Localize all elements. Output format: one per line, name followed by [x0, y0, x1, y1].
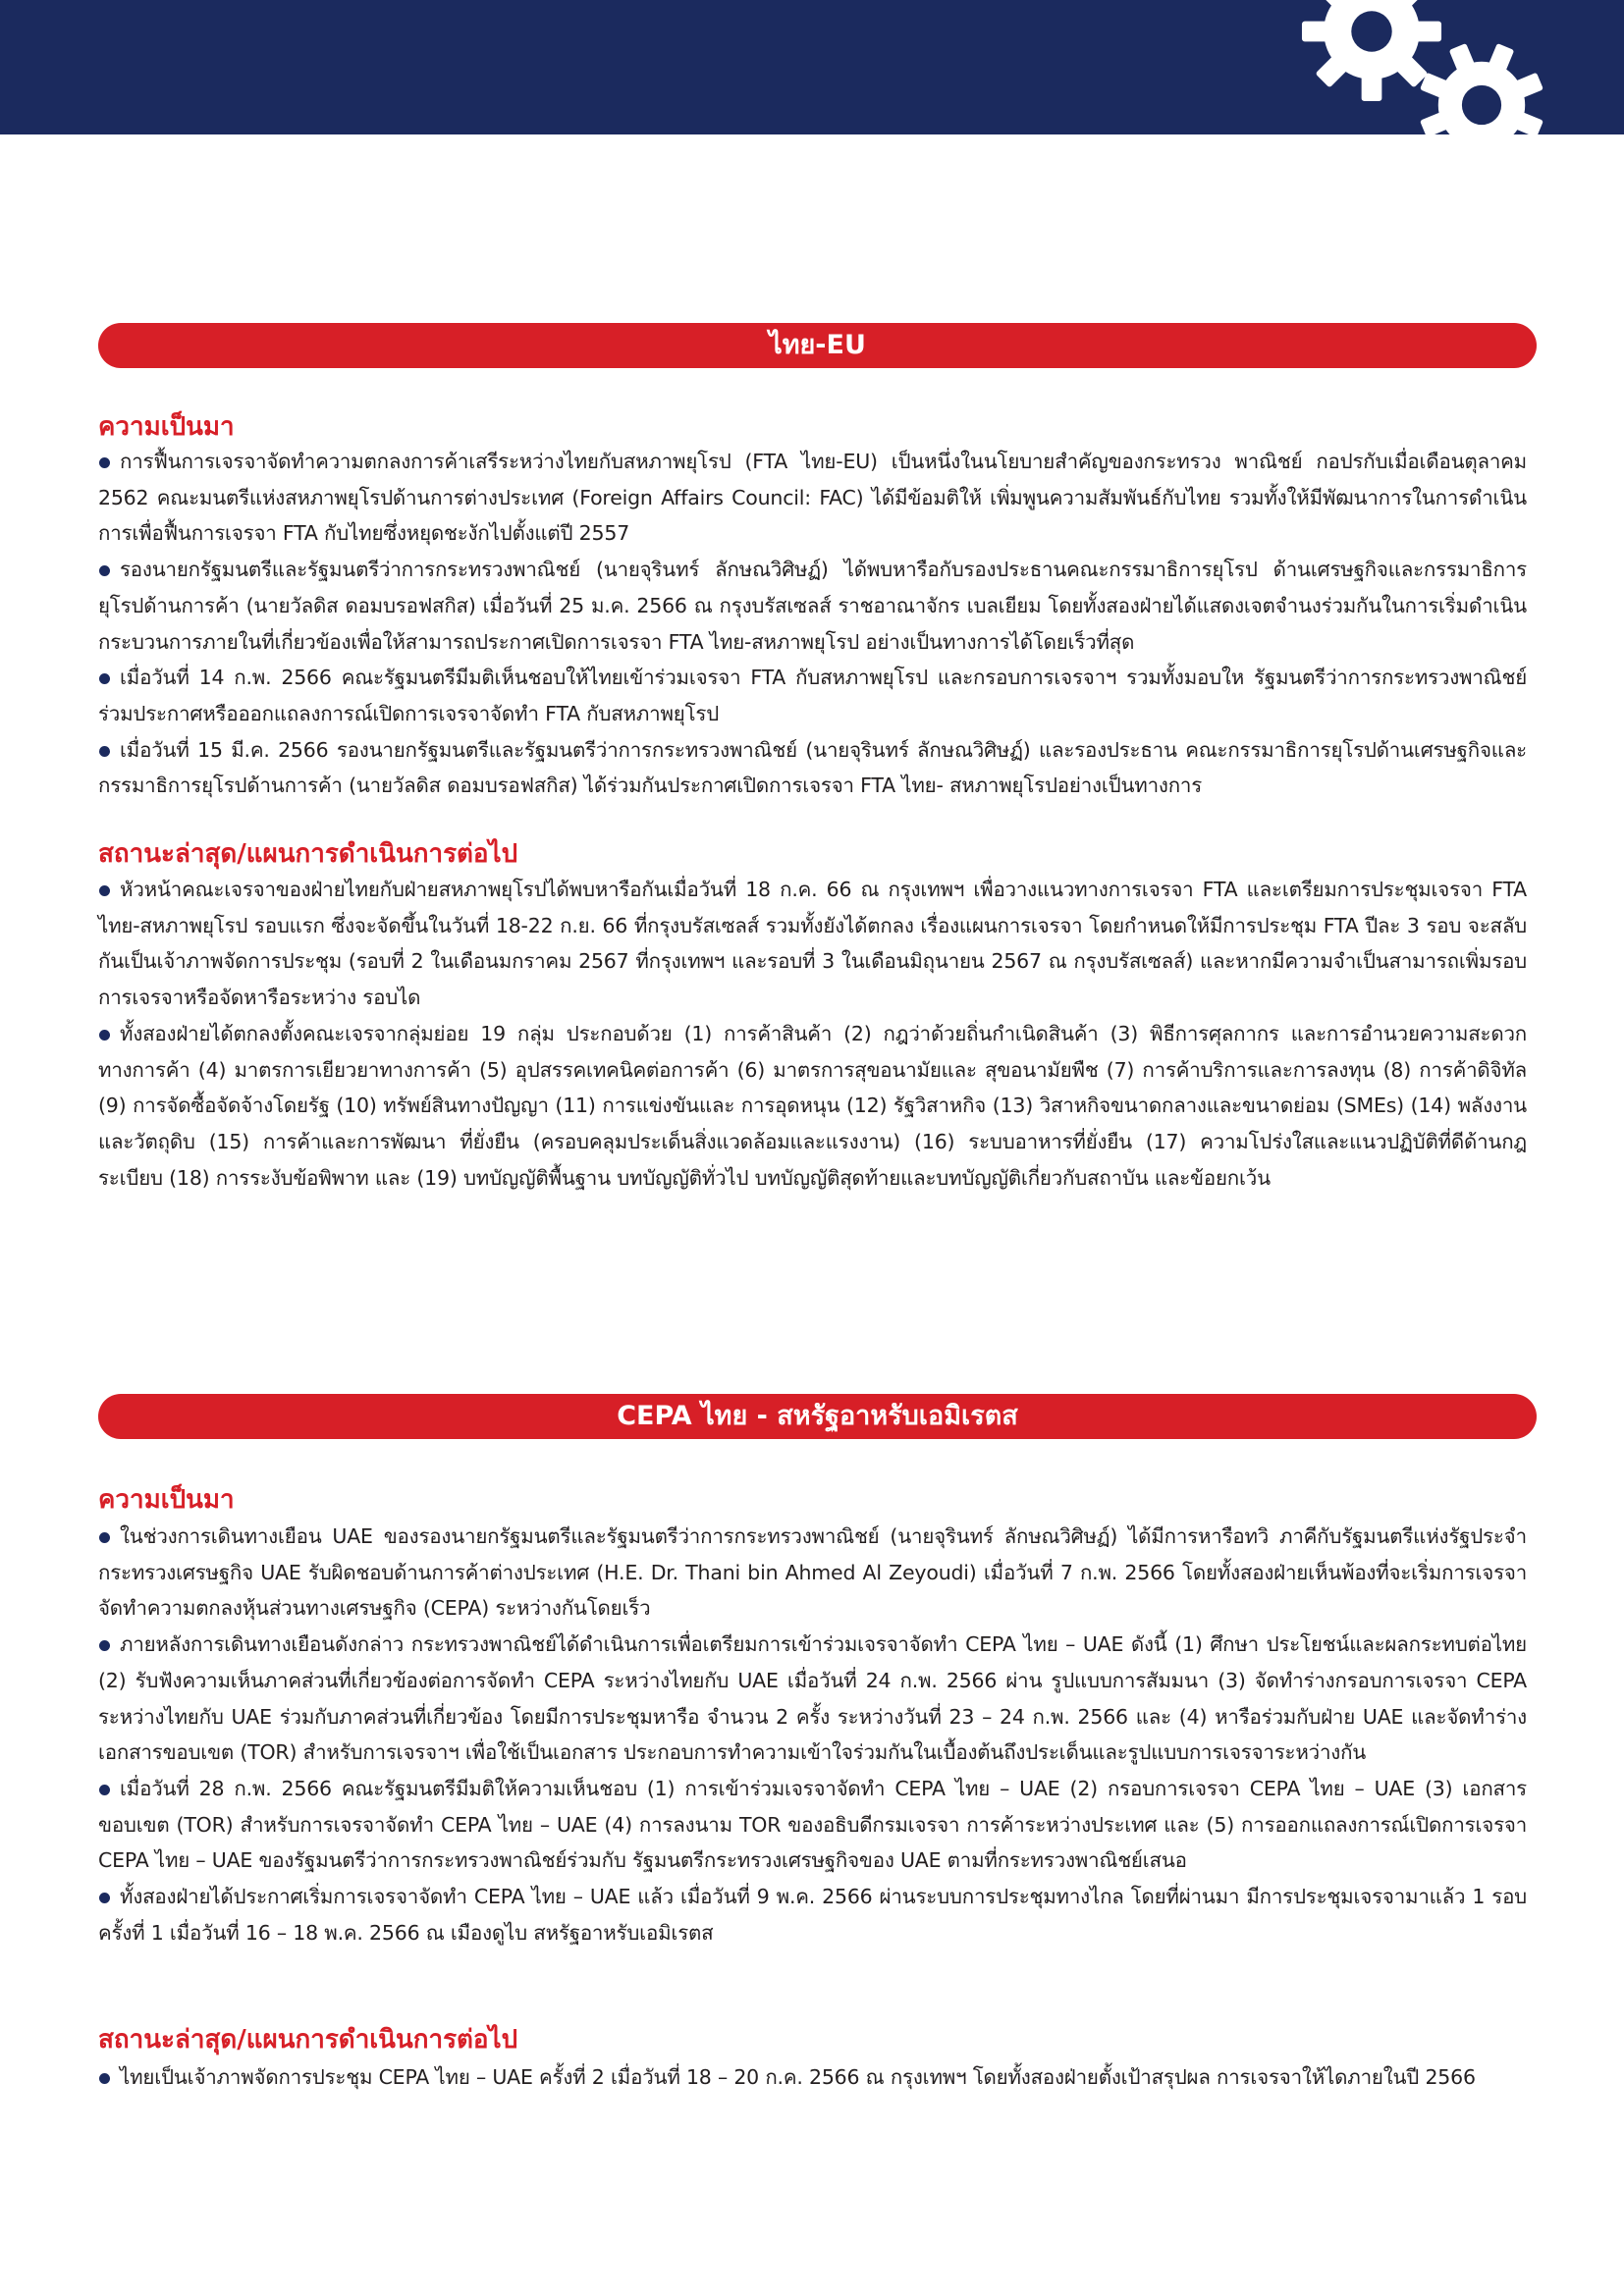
status-heading: สถานะล่าสุด/แผนการดำเนินการต่อไป	[98, 839, 518, 869]
bullet-dot	[99, 1030, 110, 1041]
header-bar	[0, 0, 1624, 134]
bullet-dot	[99, 565, 110, 576]
list-item: หัวหน้าคณะเจรจาของฝ่ายไทยกับฝ่ายสหภาพยุโรปได้พบหารือกันเมื่อวันที่ 18 ก.ค. 66 ณ กรุงเทพฯ เพื่อวางแนวทางการเจรจา FTA และเตรียมการประชุมเจรจา FTA ไทย-สหภาพยุโรป รอบแรก ซึ่งจะจัดขึ้นในวันที่ 18-22 ก.ย. 66 ที่กรุงบรัสเซลส์ รวมทั้งยังได้ตกลง เรื่องแผนการเจรจา โดยกำหนดให้มีการประชุม FTA ปีละ 3 รอบ จะสลับกันเป็นเจ้าภาพจัดการประชุม (รอบที่ 2 ในเดือนมกราคม 2567 ที่กรุงเทพฯ และรอบที่ 3 ในเดือนมิถุนายน 2567 ณ กรุงบรัสเซลส์) และหากมีความจำเป็นสามารถเพิ่มรอบการเจรจาหรือจัดหารือระหว่าง รอบได	[98, 878, 1527, 1010]
background-list	[98, 1519, 1527, 1950]
section-title-cepa: CEPA ไทย - สหรัฐอาหรับเอมิเรตส	[98, 1394, 1537, 1439]
list-item: ภายหลังการเดินทางเยือนดังกล่าว กระทรวงพาณิชย์ได้ดำเนินการเพื่อเตรียมการเข้าร่วมเจรจาจัดทำ CEPA ไทย – UAE ดังนี้ (1) ศึกษา ประโยชน์และผลกระทบต่อไทย (2) รับฟังความเห็นภาคส่วนที่เกี่ยวข้องต่อการจัดทำ CEPA ระหว่างไทยกับ UAE เมื่อวันที่ 24 ก.พ. 2566 ผ่าน รูปแบบการสัมมนา (3) จัดทำร่างกรอบการเจรจา CEPA ระหว่างไทยกับ UAE ร่วมกับภาคส่วนที่เกี่ยวข้อง โดยมีการประชุมหารือ จำนวน 2 ครั้ง ระหว่างวันที่ 23 – 24 ก.พ. 2566 และ (4) หารือร่วมกับฝ่าย UAE และจัดทำร่างเอกสารขอบเขต (TOR) สำหรับการเจรจาฯ เพื่อใช้เป็นเอกสาร ประกอบการทำความเข้าใจร่วมกันในเบื้องต้นถึงประเด็นและรูปแบบการเจรจาระหว่างกัน	[98, 1632, 1527, 1765]
list-item: เมื่อวันที่ 28 ก.พ. 2566 คณะรัฐมนตรีมีมติให้ความเห็นชอบ (1) การเข้าร่วมเจรจาจัดทำ CEPA ไทย – UAE (2) กรอบการเจรจา CEPA ไทย – UAE (3) เอกสารขอบเขต (TOR) สำหรับการเจรจาจัดทำ CEPA ไทย – UAE (4) การลงนาม TOR ของอธิบดีกรมเจรจา การค้าระหว่างประเทศ และ (5) การออกแถลงการณ์เปิดการเจรจา CEPA ไทย – UAE ของรัฐมนตรีว่าการกระทรวงพาณิชย์ร่วมกับ รัฐมนตรีกระทรวงเศรษฐกิจของ UAE ตามที่กระทรวงพาณิชย์เสนอ	[98, 1776, 1527, 1873]
bullet-dot	[99, 1893, 110, 1903]
status-list	[98, 2059, 1527, 2096]
background-heading: ความเป็นมา	[98, 1485, 235, 1515]
bullet-dot	[99, 2073, 110, 2084]
status-heading: สถานะล่าสุด/แผนการดำเนินการต่อไป	[98, 2025, 518, 2055]
bullet-dot	[99, 1785, 110, 1795]
list-item: เมื่อวันที่ 15 มี.ค. 2566 รองนายกรัฐมนตรีและรัฐมนตรีว่าการกระทรวงพาณิชย์ (นายจุรินทร์ ลักษณวิศิษฏ์) และรองประธาน คณะกรรมาธิการยุโรปด้านเศรษฐกิจและกรรมาธิการยุโรปด้านการค้า (นายวัลดิส ดอมบรอฟสกิส) ได้ร่วมกันประกาศเปิดการเจรจา FTA ไทย- สหภาพยุโรปอย่างเป็นทางการ	[98, 737, 1527, 798]
status-list	[98, 872, 1527, 1196]
list-item: ทั้งสองฝ่ายได้ตกลงตั้งคณะเจรจากลุ่มย่อย 19 กลุ่ม ประกอบด้วย (1) การค้าสินค้า (2) กฎว่าด้วยถิ่นกำเนิดสินค้า (3) พิธีการศุลกากร และการอำนวยความสะดวกทางการค้า (4) มาตรการเยียวยาทางการค้า (5) อุปสรรคเทคนิคต่อการค้า (6) มาตรการสุขอนามัยและ สุขอนามัยพืช (7) การค้าบริการและการลงทุน (8) การค้าดิจิทัล (9) การจัดซื้อจัดจ้างโดยรัฐ (10) ทรัพย์สินทางปัญญา (11) การแข่งขันและ การอุดหนุน (12) รัฐวิสาหกิจ (13) วิสาหกิจขนาดกลางและขนาดย่อม (SMEs) (14) พลังงานและวัตถุดิบ (15) การค้าและการพัฒนา ที่ยั่งยืน (ครอบคลุมประเด็นสิ่งแวดล้อมและแรงงาน) (16) ระบบอาหารที่ยั่งยืน (17) ความโปร่งใสและแนวปฏิบัติที่ดีด้านกฎระเบียบ (18) การระงับข้อพิพาท และ (19) บทบัญญัติพื้นฐาน บทบัญญัติทั่วไป บทบัญญัติสุดท้ายและบทบัญญัติเกี่ยวกับสถาบัน และข้อยกเว้น	[98, 1021, 1527, 1190]
list-item: ในช่วงการเดินทางเยือน UAE ของรองนายกรัฐมนตรีและรัฐมนตรีว่าการกระทรวงพาณิชย์ (นายจุรินทร์ ลักษณวิศิษฏ์) ได้มีการหารือทวิ ภาคีกับรัฐมนตรีแห่งรัฐประจำกระทรวงเศรษฐกิจ UAE รับผิดชอบด้านการค้าต่างประเทศ (H.E. Dr. Thani bin Ahmed Al Zeyoudi) เมื่อวันที่ 7 ก.พ. 2566 โดยทั้งสองฝ่ายเห็นพ้องที่จะเริ่มการเจรจาจัดทำความตกลงหุ้นส่วนทางเศรษฐกิจ (CEPA) ระหว่างกันโดยเร็ว	[98, 1524, 1527, 1621]
background-list	[98, 444, 1527, 804]
bullet-dot	[99, 457, 110, 468]
bullet-dot	[99, 885, 110, 896]
bullet-dot	[99, 746, 110, 757]
list-item: รองนายกรัฐมนตรีและรัฐมนตรีว่าการกระทรวงพาณิชย์ (นายจุรินทร์ ลักษณวิศิษฏ์) ได้พบหารือกับรองประธานคณะกรรมาธิการยุโรป ด้านเศรษฐกิจและกรรมาธิการยุโรปด้านการค้า (นายวัลดิส ดอมบรอฟสกิส) เมื่อวันที่ 25 ม.ค. 2566 ณ กรุงบรัสเซลส์ ราชอาณาจักร เบลเยียม โดยทั้งสองฝ่ายได้แสดงเจตจำนงร่วมกันในการเริ่มดำเนินกระบวนการภายในที่เกี่ยวข้องเพื่อให้สามารถประกาศเปิดการเจรจา FTA ไทย-สหภาพยุโรป อย่างเป็นทางการได้โดยเร็วที่สุด	[98, 558, 1527, 654]
bullet-dot	[99, 1532, 110, 1543]
background-heading: ความเป็นมา	[98, 412, 235, 442]
section-title-thai-eu: ไทย-EU	[98, 323, 1537, 368]
gear-icon	[1416, 39, 1547, 171]
bullet-dot	[99, 673, 110, 684]
bullet-dot	[99, 1640, 110, 1651]
list-item: การฟื้นการเจรจาจัดทำความตกลงการค้าเสรีระหว่างไทยกับสหภาพยุโรป (FTA ไทย-EU) เป็นหนึ่งในนโยบายสำคัญของกระทรวง พาณิชย์ กอปรกับเมื่อเดือนตุลาคม 2562 คณะมนตรีแห่งสหภาพยุโรปด้านการต่างประเทศ (Foreign Affairs Council: FAC) ได้มีข้อมติให้ เพิ่มพูนความสัมพันธ์กับไทย รวมทั้งให้มีพัฒนาการในการดำเนินการเพื่อฟื้นการเจรจา FTA กับไทยซึ่งหยุดชะงักไปตั้งแต่ปี 2557	[98, 450, 1527, 546]
list-item: ทั้งสองฝ่ายได้ประกาศเริ่มการเจรจาจัดทำ CEPA ไทย – UAE แล้ว เมื่อวันที่ 9 พ.ค. 2566 ผ่านระบบการประชุมทางไกล โดยที่ผ่านมา มีการประชุมเจรจามาแล้ว 1 รอบ ครั้งที่ 1 เมื่อวันที่ 16 – 18 พ.ค. 2566 ณ เมืองดูไบ สหรัฐอาหรับเอมิเรตส	[98, 1885, 1527, 1945]
list-item: ไทยเป็นเจ้าภาพจัดการประชุม CEPA ไทย – UAE ครั้งที่ 2 เมื่อวันที่ 18 – 20 ก.ค. 2566 ณ กรุงเทพฯ โดยทั้งสองฝ่ายตั้งเป้าสรุปผล การเจรจาให้ไดภายในปี 2566	[98, 2059, 1527, 2096]
list-item: เมื่อวันที่ 14 ก.พ. 2566 คณะรัฐมนตรีมีมติเห็นชอบให้ไทยเข้าร่วมเจรจา FTA กับสหภาพยุโรป และกรอบการเจรจาฯ รวมทั้งมอบให รัฐมนตรีว่าการกระทรวงพาณิชย์ร่วมประกาศหรือออกแถลงการณ์เปิดการเจรจาจัดทำ FTA กับสหภาพยุโรป	[98, 666, 1527, 725]
